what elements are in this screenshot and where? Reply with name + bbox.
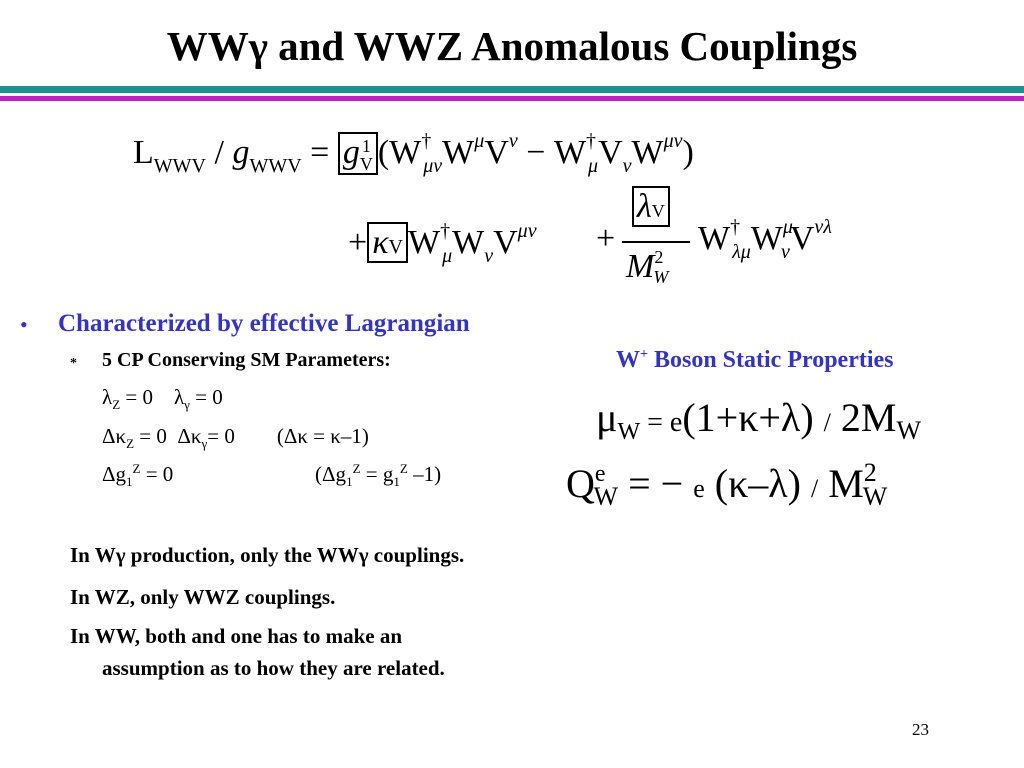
magnetic-moment-equation: $\mu_W = e(1+\kappa+\lambda) / 2M_W$ [596,395,921,445]
coupling-lambda-box: λV [632,186,670,227]
quadrupole-moment-equation: $Q^e_W$ = − e $(\kappa-\lambda) / M^2_W$ [566,458,888,511]
coupling-g1-box: g 1 V [338,132,378,175]
lambda-over-mw2-fraction: λV $M^2W$ [622,186,692,296]
param-line-1: $\lambda_Z = 0$ $\lambda_\gamma = 0$ [102,385,223,412]
slide-title: WWγ and WWZ Anomalous Couplings [166,23,858,69]
main-bullet-text: Characterized by effective Lagrangian [58,310,470,337]
param-line-3: $\Delta g_1^Z = 0$ ($\Delta g_1^Z = g_1^Z$ –1) [102,461,442,489]
note-line-1: In Wγ production, only the WWγ couplings. [70,543,465,567]
sub-bullet-heading: 5 CP Conserving SM Parameters: [102,349,391,371]
static-properties-title: W+ Boson Static Properties [616,347,894,373]
title-divider-magenta [0,96,1024,101]
lagrangian-line-1: $L_{WWV} / g_{WWV} = g$ 1 V $(W^\dagger_{\mu\nu}W^\mu V^\nu - W^\dagger_\mu V_\nu W^{\mu\nu})$ [133,130,694,177]
param-line-2: $\Delta\kappa_Z = 0$ $\Delta\kappa_\gamma= 0$ (Δκ = κ–1) [102,424,369,451]
page-number: 23 [912,720,929,739]
plus-sign: + [596,220,616,257]
lagrangian-line-2: + κV $W^\dagger_\mu W_\nu V^{\mu\nu}$ [348,220,537,267]
note-line-4: assumption as to how they are related. [102,656,445,680]
note-line-3: In WW, both and one has to make an [70,624,403,648]
sub-bullet-marker: * [70,356,77,371]
lagrangian-line-2-tail: $W^\dagger_{\lambda\mu}W^\mu_\nu V^{\nu\lambda}$ [698,216,832,263]
title-divider-teal [0,86,1024,93]
coupling-kappa-box: κV [367,222,408,263]
fraction-bar [622,241,690,243]
note-line-2: In WZ, only WWZ couplings. [70,585,336,609]
bullet-dot: • [20,312,28,337]
